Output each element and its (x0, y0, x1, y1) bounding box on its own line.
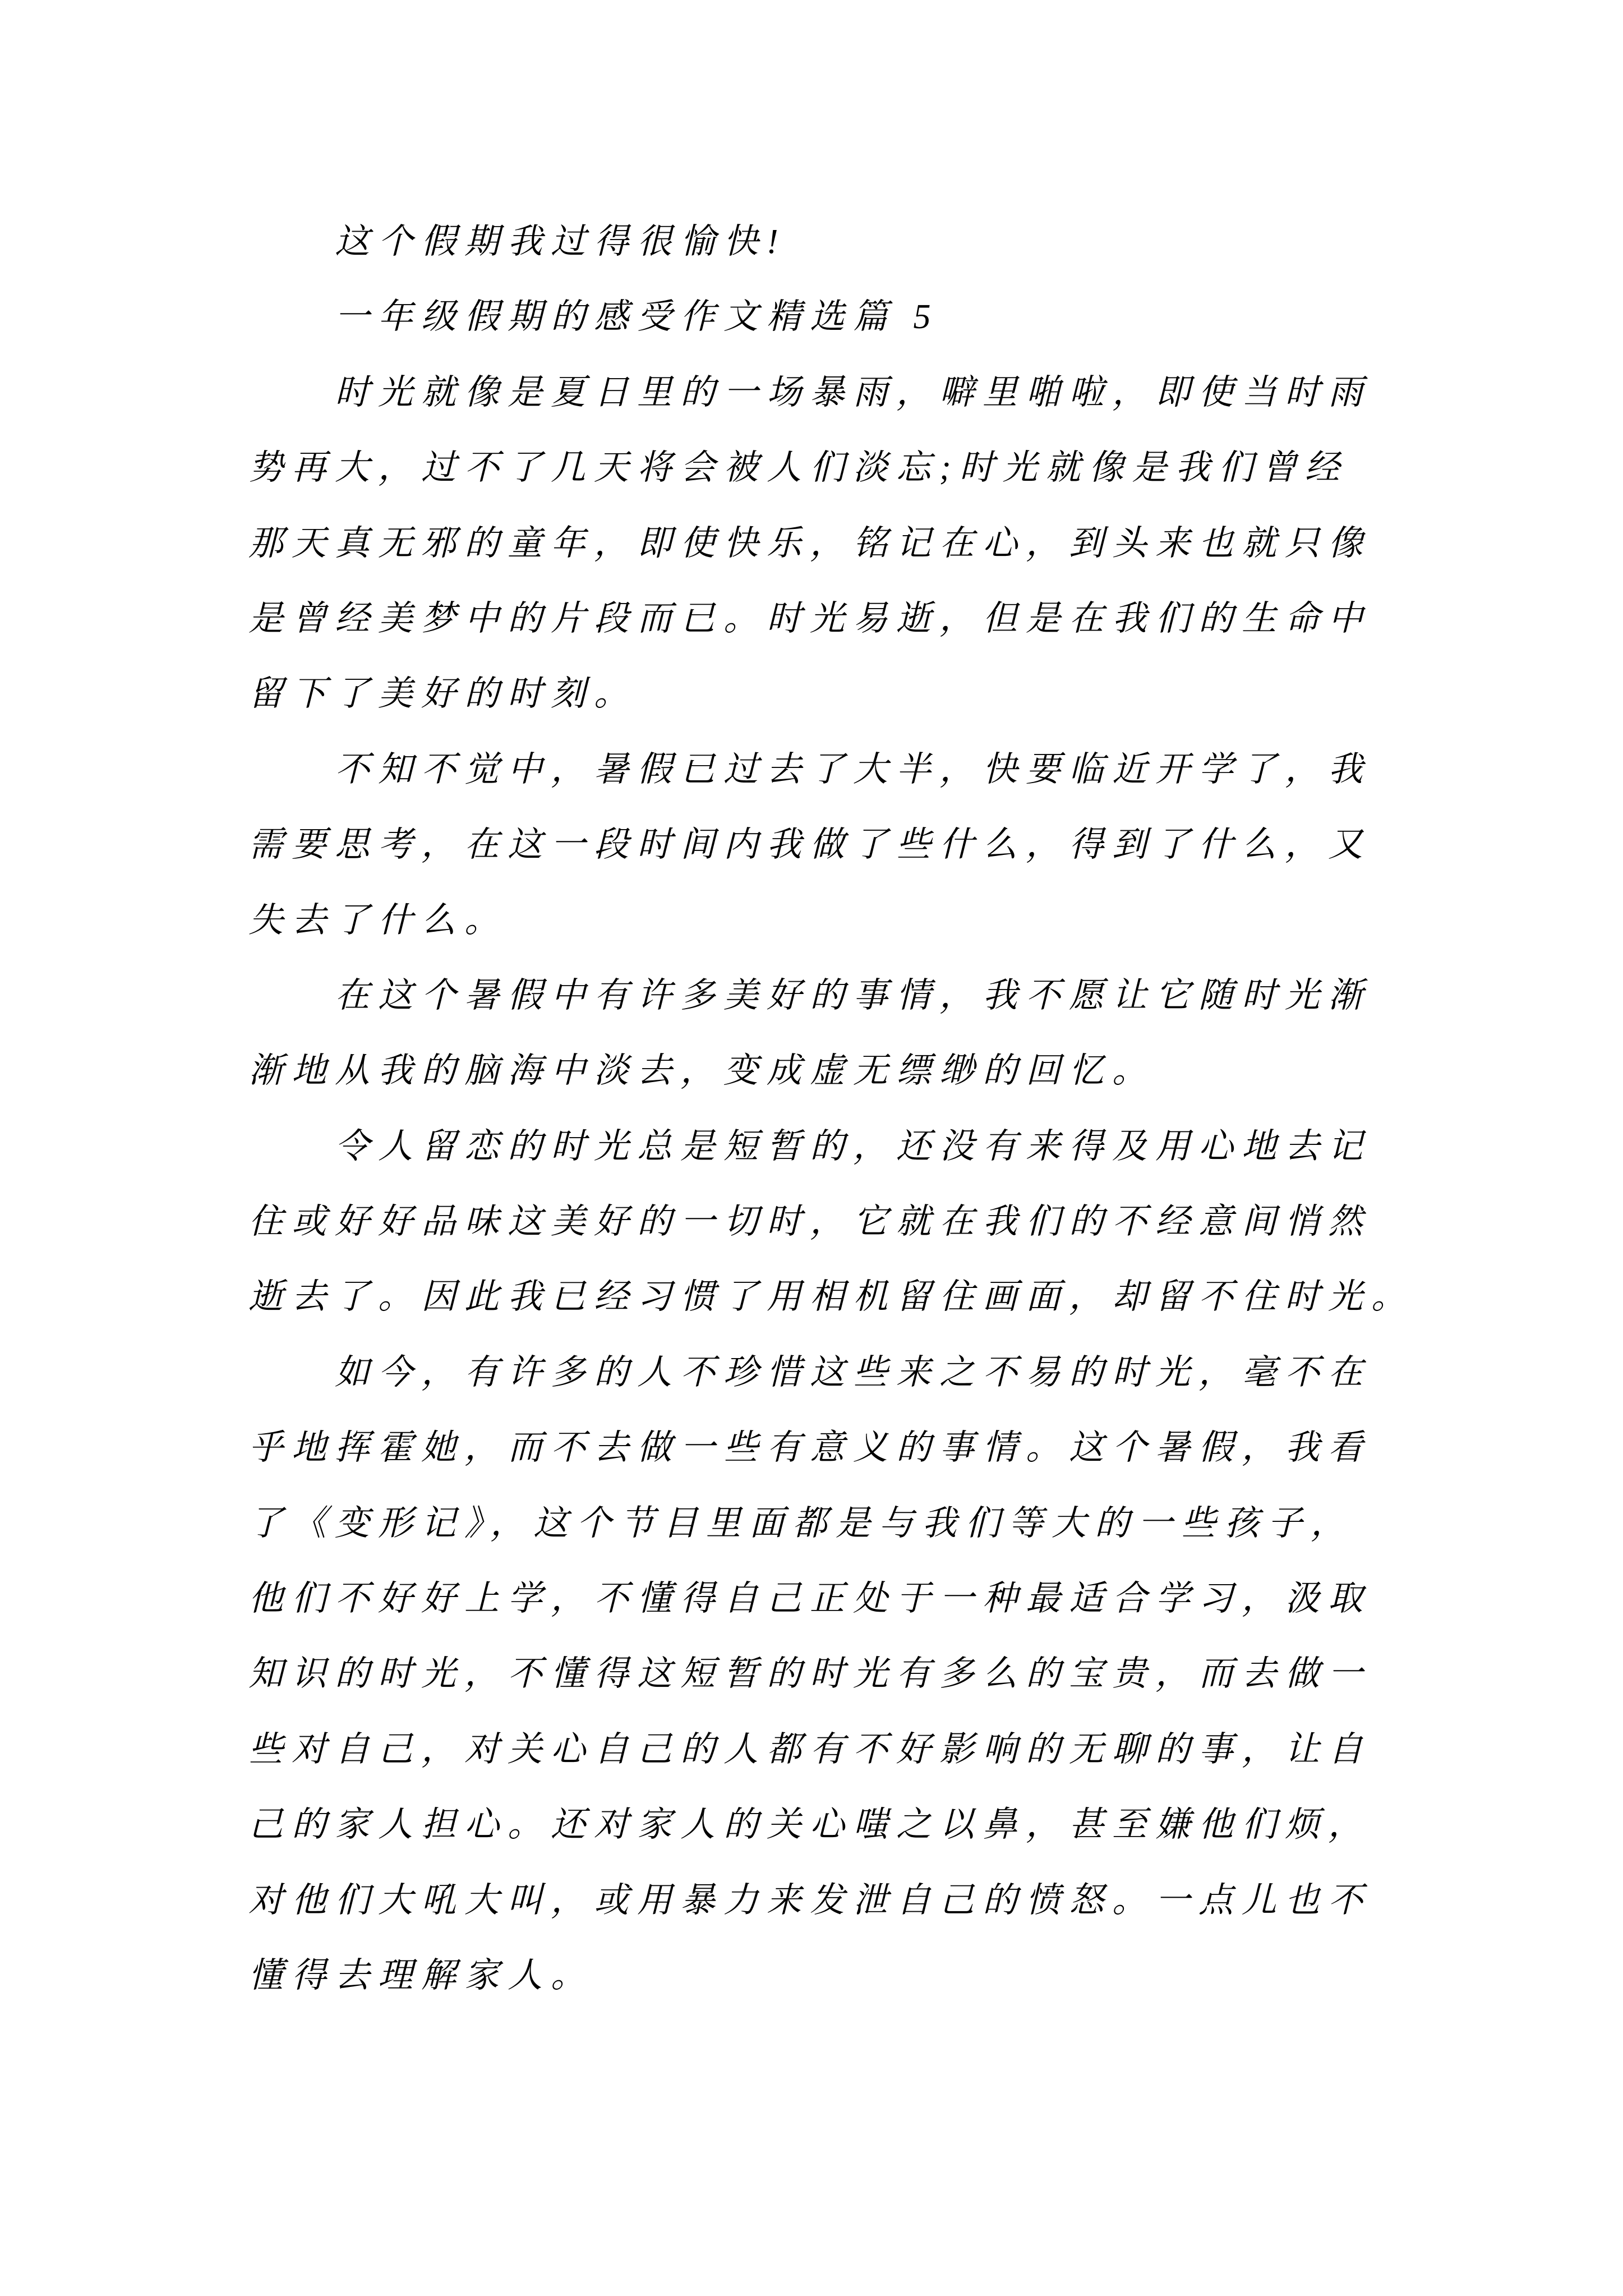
text-line: 留下了美好的时刻。 (248, 675, 638, 714)
text-line: 那天真无邪的童年，即使快乐，铭记在心，到头来也就只像 (248, 524, 1372, 563)
text-line: 如今，有许多的人不珍惜这些来之不易的时光，毫不在 (335, 1353, 1372, 1392)
text-line: 需要思考，在这一段时间内我做了些什么，得到了什么，又 (248, 826, 1372, 864)
text-line: 时光就像是夏日里的一场暴雨，噼里啪啦，即使当时雨 (335, 373, 1372, 412)
essay-heading: 一年级假期的感受作文精选篇 5 (335, 298, 939, 337)
text-line: 己的家人担心。还对家人的关心嗤之以鼻，甚至嫌他们烦， (248, 1806, 1372, 1844)
text-line: 失去了什么。 (248, 901, 508, 940)
text-line: 住或好好品味这美好的一切时，它就在我们的不经意间悄然 (248, 1203, 1372, 1241)
text-line: 他们不好好上学，不懂得自己正处于一种最适合学习，汲取 (248, 1580, 1372, 1618)
text-line: 些对自己，对关心自己的人都有不好影响的无聊的事，让自 (248, 1730, 1372, 1769)
text-line: 不知不觉中，暑假已过去了大半，快要临近开学了，我 (335, 750, 1372, 789)
text-line: 这个假期我过得很愉快! (335, 223, 787, 261)
text-line: 势再大，过不了几天将会被人们淡忘;时光就像是我们曾经 (248, 449, 1348, 487)
text-line: 乎地挥霍她，而不去做一些有意义的事情。这个暑假，我看 (248, 1429, 1372, 1467)
text-line: 了《变形记》，这个节目里面都是与我们等大的一些孩子， (248, 1504, 1354, 1543)
text-line: 是曾经美梦中的片段而已。时光易逝，但是在我们的生命中 (248, 599, 1372, 638)
text-line: 逝去了。因此我已经习惯了用相机留住画面，却留不住时光。 (248, 1278, 1415, 1317)
text-line: 知识的时光，不懂得这短暂的时光有多么的宝贵，而去做一 (248, 1655, 1372, 1694)
text-line: 令人留恋的时光总是短暂的，还没有来得及用心地去记 (335, 1127, 1372, 1166)
text-line: 懂得去理解家人。 (248, 1956, 594, 1995)
essay-text-block (248, 204, 1415, 2013)
text-line: 渐地从我的脑海中淡去，变成虚无缥缈的回忆。 (248, 1052, 1156, 1091)
text-line: 在这个暑假中有许多美好的事情，我不愿让它随时光渐 (335, 976, 1372, 1015)
text-line: 对他们大吼大叫，或用暴力来发泄自己的愤怒。一点儿也不 (248, 1881, 1372, 1920)
